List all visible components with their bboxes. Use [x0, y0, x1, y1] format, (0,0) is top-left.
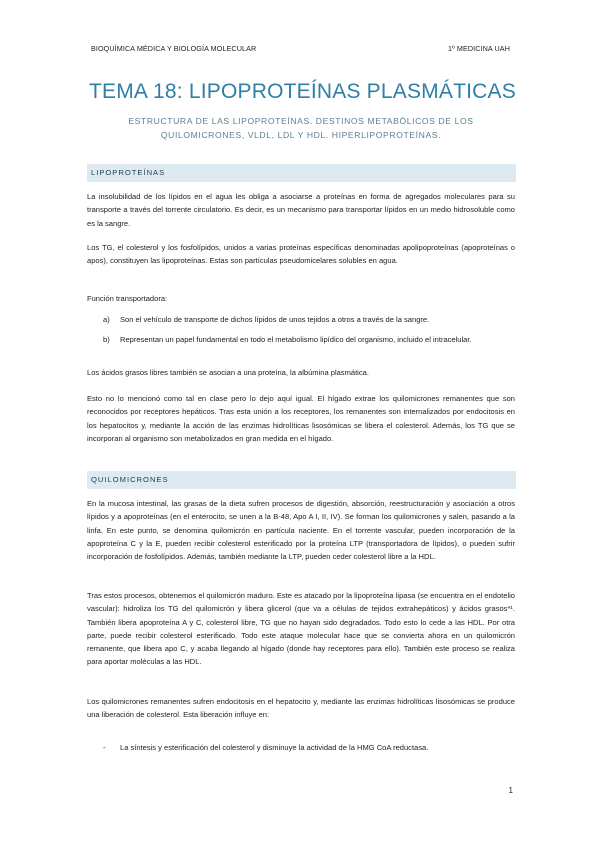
list-marker: -	[103, 743, 106, 752]
list-marker: a)	[103, 315, 110, 324]
list-item-text: Representan un papel fundamental en todo el metabolismo lipídico del organismo, incluido el intracelular.	[120, 335, 472, 344]
header-degree: 1º MEDICINA UAH	[447, 44, 510, 53]
list-item	[103, 333, 515, 346]
paragraph-quilomicrones-1: En la mucosa intestinal, las grasas de la dieta sufren procesos de digestión, absorción, reestructuración y asociación a otros lípidos y a apoproteínas (en el enterocito, se unen a la B-48, Apo A I, II, IV). Se forman los quilomicrones y salen, pasando a la linfa. En este punto, se denomina quilomicrón en partícula naciente. En el torrente vascular, pueden incorporación de la apoproteína C y la E, pueden recibir colesterol esterificado por la proteína LTP (transportadora de lípidos), o pueden sufrir incorporación de fosfolípidos. Además, también mediante la LTP, pueden ceder colesterol libre a la HDL.	[87, 499, 515, 562]
list-item-text: Son el vehículo de transporte de dichos lípidos de unos tejidos a otros a través de la sangre.	[120, 315, 430, 324]
paragraph-lipoproteinas-1: La insolubilidad de los lípidos en el agua les obliga a asociarse a proteínas en forma de agregados moleculares para su transporte a través del torrente circulatorio. Es decir, es un mecanismo para transportar lípidos en un medio hidrosoluble como es la sangre.	[87, 192, 515, 228]
paragraph-lipoproteinas-3: Función transportadora:	[87, 294, 168, 303]
section-heading-lipoproteinas: LIPOPROTEÍNAS	[87, 164, 516, 182]
section-heading-quilomicrones: QUILOMICRONES	[87, 471, 516, 489]
paragraph-lipoproteinas-5: Esto no lo mencionó como tal en clase pero lo dejo aquí igual. El hígado extrae los quilomicrones remanentes que son reconocidos por receptores hepáticos. Tras esta unión a los receptores, los remanentes son internalizados por endocitosis en los hepatocitos y, mediante la acción de las enzimas hidrolíticas lisosómicas se libera el colesterol. Además, los TG que se incorporan al organismo son metabolizados en gran medida en el hígado.	[87, 394, 515, 443]
page-number: 1	[508, 786, 513, 795]
paragraph-lipoproteinas-2: Los TG, el colesterol y los fosfolípidos, unidos a varias proteínas específicas denominadas apolipoproteínas (apoproteínas o apos), constituyen las lipoproteínas. Estas son partículas pseudomicelares solubles en agua.	[87, 243, 515, 266]
paragraph-quilomicrones-3: Los quilomicrones remanentes sufren endocitosis en el hepatocito y, mediante las enzimas hidrolíticas lisosómicas se produce una liberación de colesterol. Esta liberación influye en:	[87, 697, 515, 720]
list-marker: b)	[103, 335, 110, 344]
page-subtitle: ESTRUCTURA DE LAS LIPOPROTEÍNAS. DESTINOS METABÓLICOS DE LOS QUILOMICRONES, VLDL, LDL Y HDL. HIPERLIPOPROTEÍNAS.	[128, 116, 474, 140]
page-title: TEMA 18: LIPOPROTEÍNAS PLASMÁTICAS	[89, 80, 516, 103]
list-item	[103, 741, 515, 754]
paragraph-lipoproteinas-4: Los ácidos grasos libres también se asocian a una proteína, la albúmina plasmática.	[87, 368, 369, 377]
header-course: BIOQUÍMICA MÉDICA Y BIOLOGÍA MOLECULAR	[91, 44, 257, 53]
list-item	[103, 313, 515, 326]
list-item-text: La síntesis y esterificación del colesterol y disminuye la actividad de la HMG CoA reductasa.	[120, 743, 429, 752]
paragraph-quilomicrones-2: Tras estos procesos, obtenemos el quilomicrón maduro. Este es atacado por la lipoproteína lipasa (se encuentra en el endotelio vascular): hidroliza los TG del quilomicrón y libera glicerol (que va a células de tejidos extrahepáticos) y ácidos grasos*¹. También libera apoproteína A y C, colesterol libre, TG que no hayan sido degradados. Todo esto lo cede a las HDL. Por otra parte, puede recibir colesterol esterificado. Todo este ataque molecular hace que se convierta ahora en un quilomicrón remanente, que libera apo C, y acaba llegando al hígado (donde hay receptores para ello). También este proceso se realiza para aportar moléculas a las HDL.	[87, 591, 515, 667]
